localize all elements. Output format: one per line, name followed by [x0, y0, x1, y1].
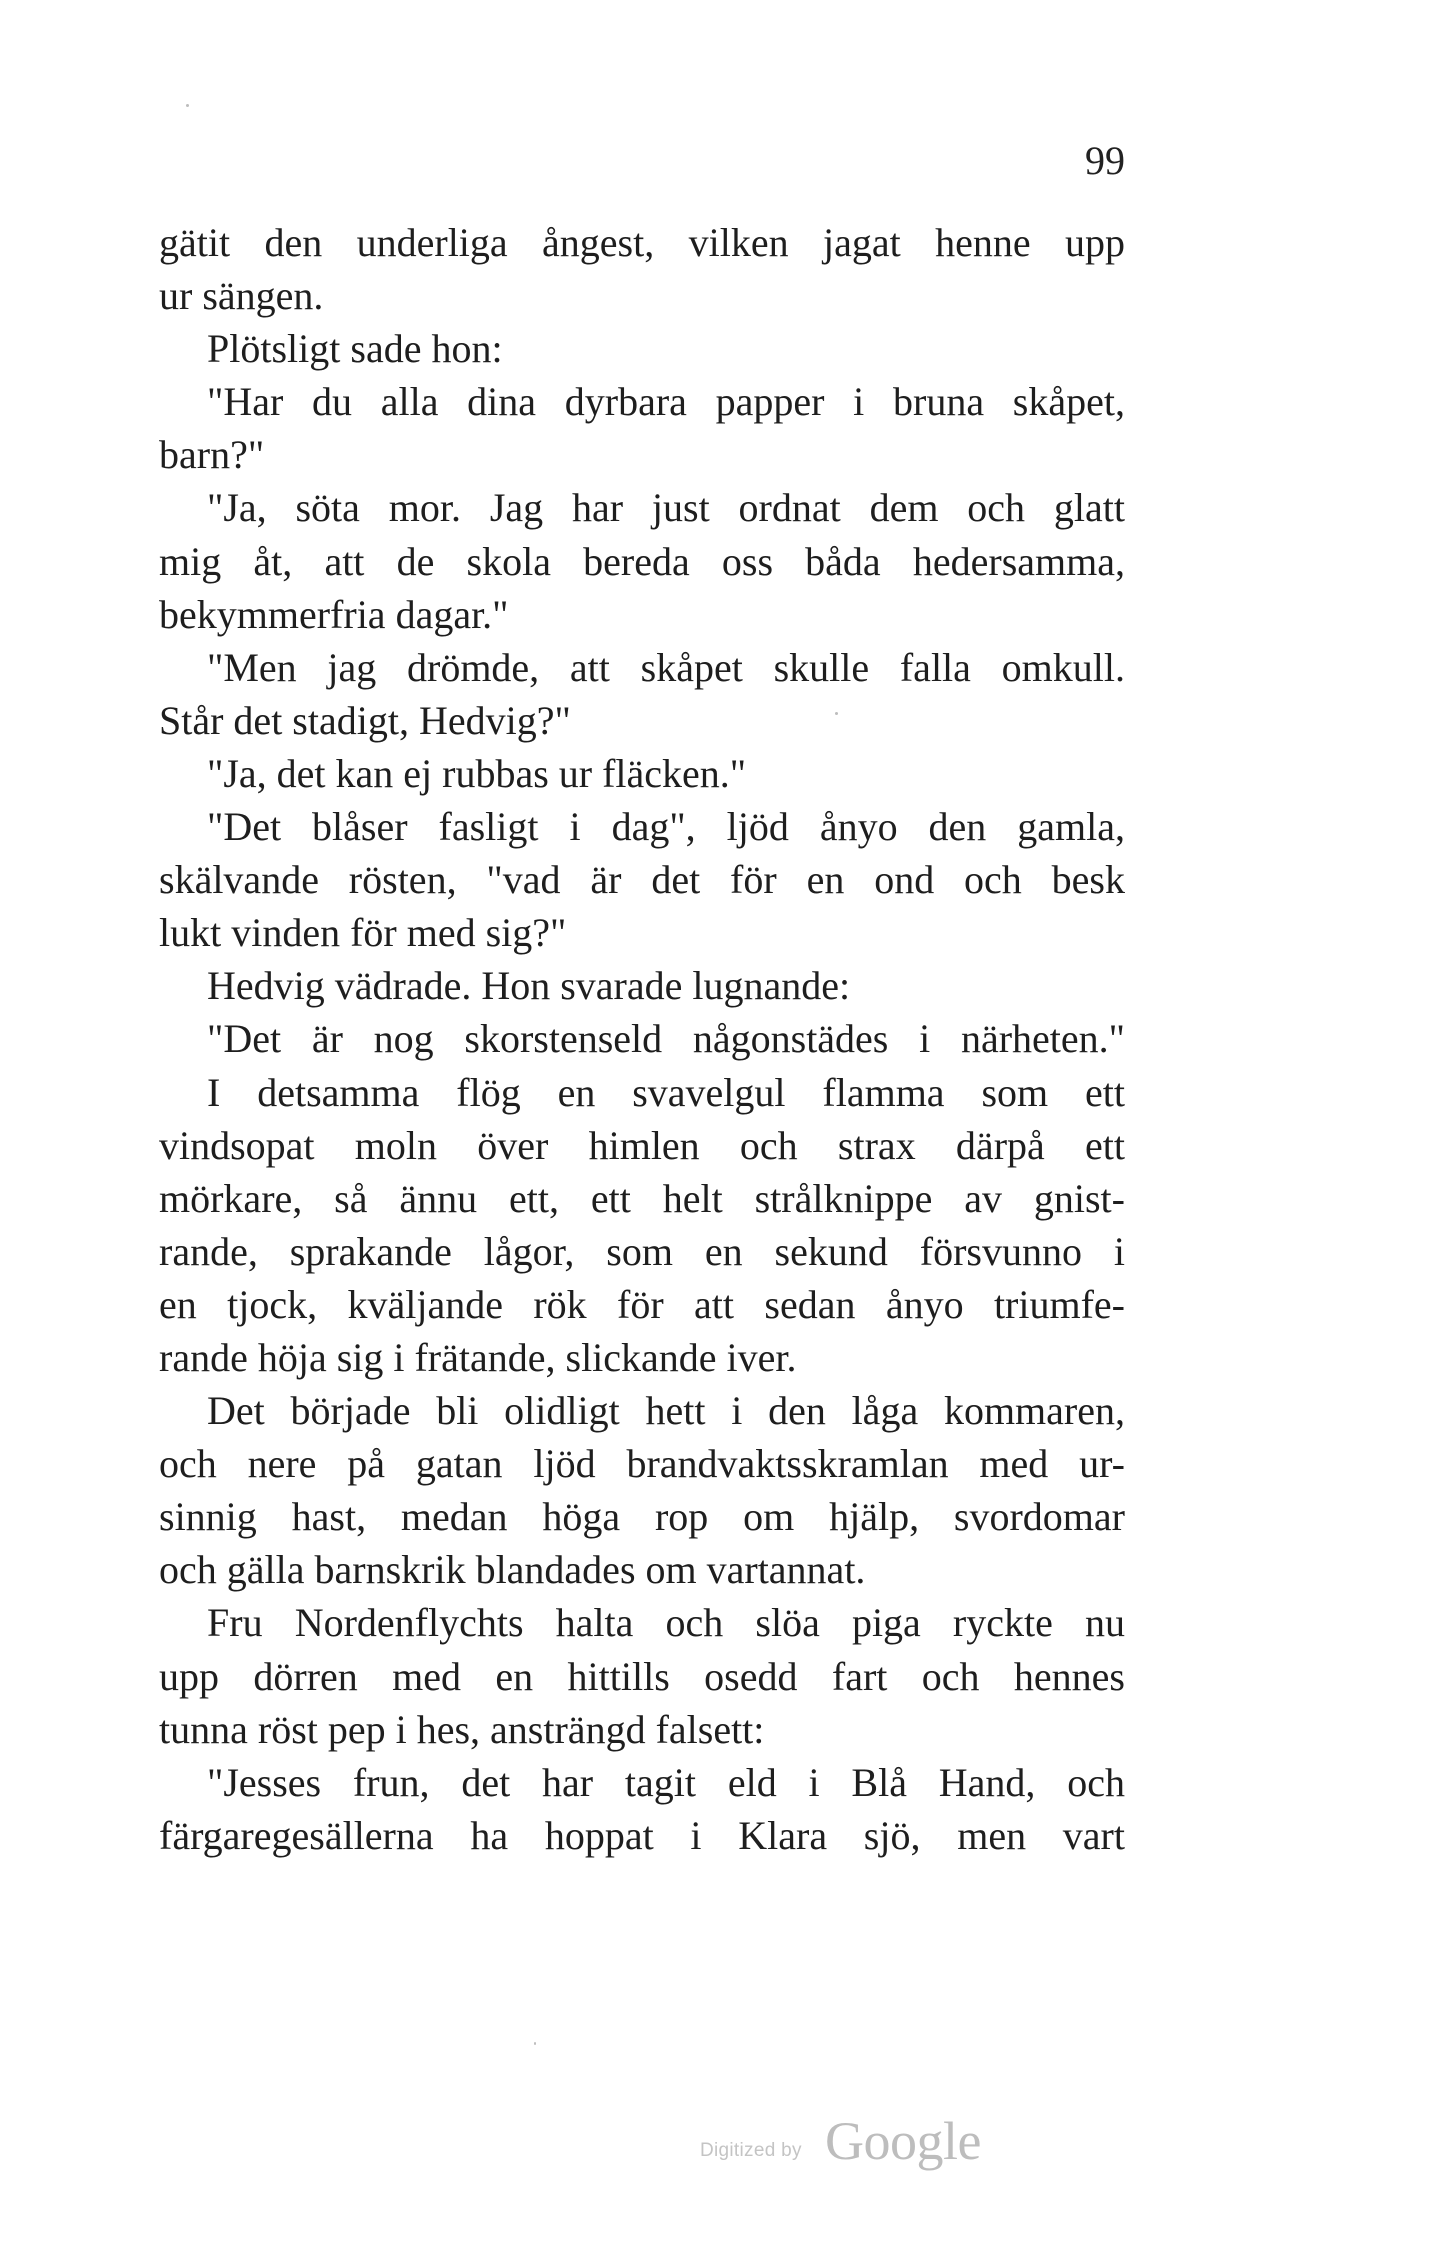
- scan-speck: [835, 712, 838, 715]
- text-line: sinnig hast, medan höga rop om hjälp, svordomar: [159, 1494, 1125, 1540]
- text-line: Fru Nordenflychts halta och slöa piga ryckte nu: [207, 1600, 1125, 1646]
- watermark-brand: Google: [825, 2111, 981, 2171]
- text-line: "Det blåser fasligt i dag", ljöd ånyo den gamla,: [207, 804, 1125, 850]
- text-line: tunna röst pep i hes, ansträngd falsett:: [159, 1706, 765, 1752]
- text-line: en tjock, kväljande rök för att sedan ånyo triumfe-: [159, 1281, 1125, 1327]
- page-number: 99: [1085, 138, 1125, 183]
- text-line: upp dörren med en hittills osedd fart och hennes: [159, 1653, 1125, 1699]
- scan-speck: [534, 2042, 536, 2045]
- text-line: och nere på gatan ljöd brandvaktsskramlan med ur-: [159, 1441, 1125, 1487]
- text-line: "Men jag drömde, att skåpet skulle falla omkull.: [207, 644, 1125, 690]
- digitized-watermark: [700, 2110, 1000, 2180]
- text-line: bekymmerfria dagar.": [159, 591, 509, 637]
- watermark-prefix: Digitized by: [700, 2140, 802, 2161]
- scan-speck: [186, 104, 189, 107]
- text-line: färgaregesällerna ha hoppat i Klara sjö, men vart: [159, 1812, 1125, 1858]
- text-line: rande, sprakande lågor, som en sekund försvunno i: [159, 1228, 1125, 1274]
- text-line: ur sängen.: [159, 273, 324, 319]
- text-line: Det började bli olidligt hett i den låga kommaren,: [207, 1388, 1125, 1434]
- text-line: lukt vinden för med sig?": [159, 910, 567, 956]
- text-line: mörkare, så ännu ett, ett helt strålknippe av gnist-: [159, 1175, 1125, 1221]
- text-line: I detsamma flög en svavelgul flamma som ett: [207, 1069, 1125, 1115]
- text-line: skälvande rösten, "vad är det för en ond och besk: [159, 857, 1125, 903]
- text-line: rande höja sig i frätande, slickande iver.: [159, 1334, 797, 1380]
- text-line: "Ja, söta mor. Jag har just ordnat dem och glatt: [207, 485, 1125, 531]
- text-line: "Jesses frun, det har tagit eld i Blå Hand, och: [207, 1759, 1125, 1805]
- text-line: "Det är nog skorstenseld någonstädes i närheten.": [207, 1016, 1125, 1062]
- text-line: Hedvig vädrade. Hon svarade lugnande:: [207, 963, 851, 1009]
- body-text: [159, 216, 1125, 1862]
- text-line: och gälla barnskrik blandades om vartannat.: [159, 1547, 866, 1593]
- text-line: gätit den underliga ångest, vilken jagat henne upp: [159, 220, 1125, 265]
- text-line: barn?": [159, 432, 265, 478]
- text-line: "Ja, det kan ej rubbas ur fläcken.": [207, 750, 747, 796]
- text-line: mig åt, att de skola bereda oss båda hedersamma,: [159, 538, 1125, 584]
- text-line: Står det stadigt, Hedvig?": [159, 697, 571, 743]
- text-line: "Har du alla dina dyrbara papper i bruna skåpet,: [207, 379, 1125, 425]
- text-line: vindsopat moln över himlen och strax därpå ett: [159, 1122, 1125, 1168]
- text-line: Plötsligt sade hon:: [207, 326, 503, 372]
